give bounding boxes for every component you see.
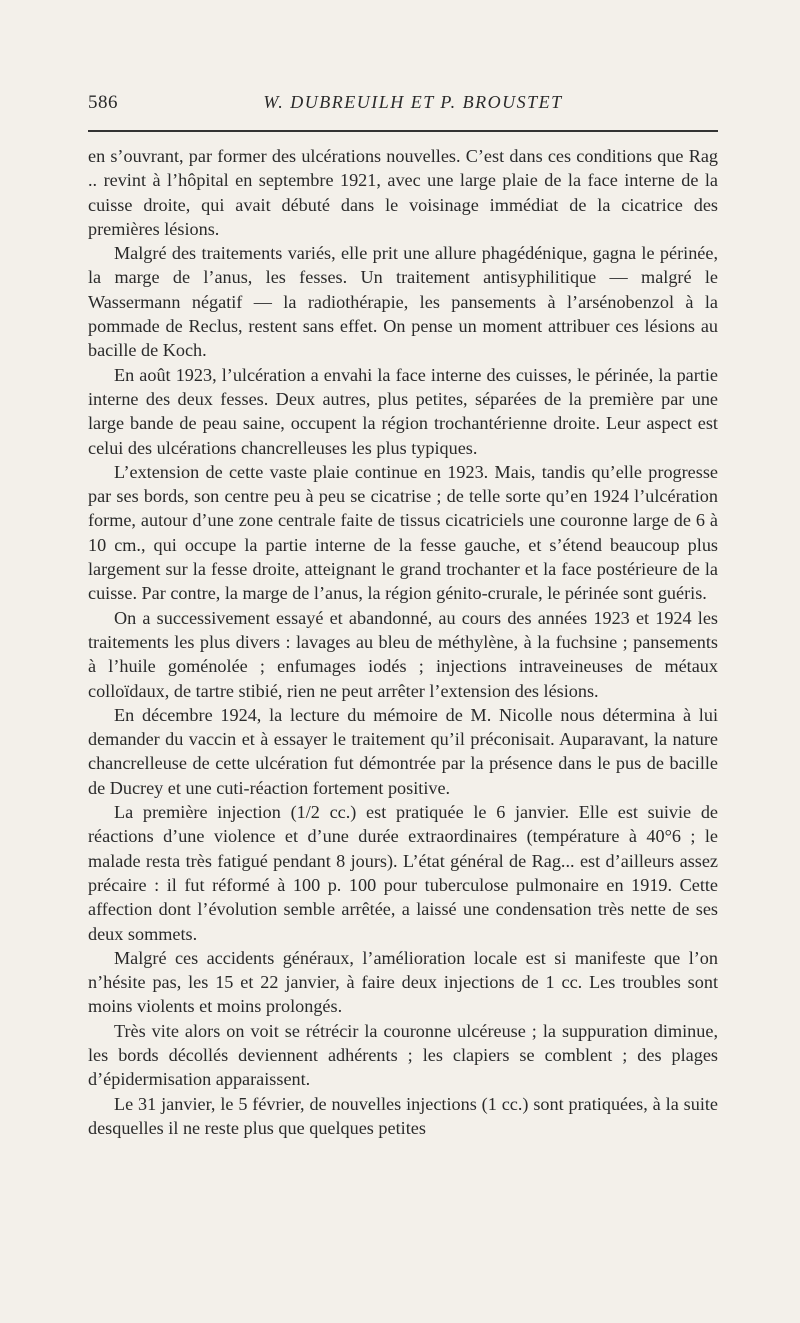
body-text <box>88 144 718 1140</box>
paragraph: Malgré ces accidents généraux, l’amélioration locale est si manifeste que l’on n’hésite pas, les 15 et 22 janvier, à faire deux injections de 1 cc. Les troubles sont moins violents et moins prolongés. <box>88 947 718 1017</box>
page-header <box>88 92 718 122</box>
paragraph: La première injection (1/2 cc.) est pratiquée le 6 janvier. Elle est suivie de réactions d’une violence et d’une durée extraordinaires (température à 40°6 ; le malade resta très fatigué pendant 8 jours). L’état général de Rag... est d’ailleurs assez précaire : il fut réformé à 100 p. 100 pour tuberculose pulmonaire en 1919. Cette affection dont l’évolution semble arrêtée, a laissé une condensation très nette de ses deux sommets. <box>88 802 718 944</box>
paragraph: En décembre 1924, la lecture du mémoire de M. Nicolle nous détermina à lui demander du vaccin et à essayer le traitement qu’il préconisait. Auparavant, la nature chancrelleuse de cette ulcération fut démontrée par la présence dans le pus de bacille de Ducrey et une cuti-réaction fortement positive. <box>88 704 718 798</box>
paragraph: On a successivement essayé et abandonné, au cours des années 1923 et 1924 les traitements les plus divers : lavages au bleu de méthylène, à la fuchsine ; pansements à l’huile goménolée ; enfumages iodés ; injections intraveineuses de métaux colloïdaux, de tartre stibié, rien ne peut arrêter l’extension des lésions. <box>88 607 718 701</box>
paragraph: Malgré des traitements variés, elle prit une allure phagédénique, gagna le périnée, la marge de l’anus, les fesses. Un traitement antisyphilitique — malgré le Wassermann négatif — la radiothérapie, les pansements à l’arsénobenzol à la pommade de Reclus, restent sans effet. On pense un moment attribuer ces lésions au bacille de Koch. <box>88 243 718 361</box>
paragraph: En août 1923, l’ulcération a envahi la face interne des cuisses, le périnée, la partie interne des deux fesses. Deux autres, plus petites, séparées de la première par une large bande de peau saine, occupent la région trochantérienne droite. Leur aspect est celui des ulcérations chancrelleuses les plus typiques. <box>88 364 718 458</box>
paragraph: Le 31 janvier, le 5 février, de nouvelles injections (1 cc.) sont pratiquées, à la suite desquelles il ne reste plus que quelques petites <box>88 1093 718 1138</box>
header-rule <box>88 130 718 132</box>
paragraph: en s’ouvrant, par former des ulcérations nouvelles. C’est dans ces conditions que Rag .. revint à l’hôpital en septembre 1921, avec une large plaie de la face interne de la cuisse droite, qui avait débuté dans le voisinage immédiat de la cicatrice des premières lésions. <box>88 146 718 239</box>
paragraph: L’extension de cette vaste plaie continue en 1923. Mais, tandis qu’elle progresse par ses bords, son centre peu à peu se cicatrise ; de telle sorte qu’en 1924 l’ulcération forme, autour d’une zone centrale faite de tissus cicatriciels une couronne large de 6 à 10 cm., qui occupe la partie interne de la fesse gauche, et s’étend beaucoup plus largement sur la fesse droite, atteignant le grand trochanter et la face postérieure de la cuisse. Par contre, la marge de l’anus, la région génito-crurale, le périnée sont guéris. <box>88 461 718 604</box>
paragraph: Très vite alors on voit se rétrécir la couronne ulcéreuse ; la suppuration diminue, les bords décollés deviennent adhérents ; les clapiers se comblent ; des plages d’épidermisation apparaissent. <box>88 1020 718 1090</box>
page-number: 586 <box>88 92 118 113</box>
running-head: W. DUBREUILH ET P. BROUSTET <box>263 92 563 112</box>
